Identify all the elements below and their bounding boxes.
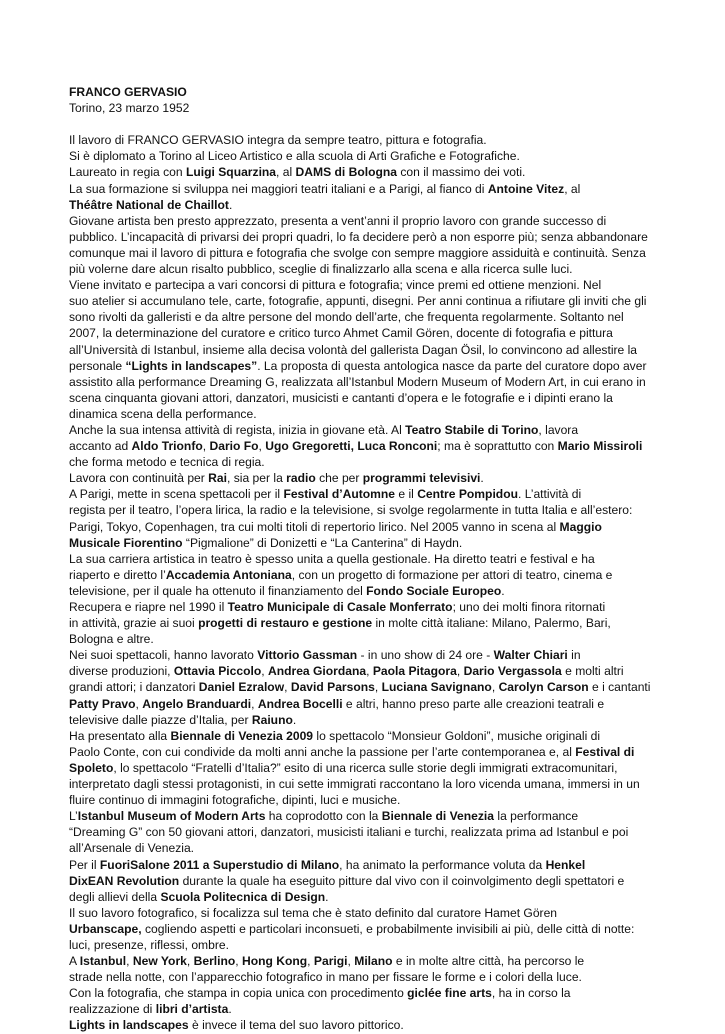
text: ,	[307, 954, 314, 969]
document-body	[69, 132, 659, 1033]
bold-text: Luciana Savignano	[381, 680, 492, 695]
text: che forma metodo e tecnica di regia.	[69, 455, 265, 470]
text: La sua carriera artistica in teatro è spesso unita a quella gestionale. Ha diretto teatri e festival e ha	[69, 551, 595, 566]
body-line	[69, 486, 659, 502]
text: L’	[69, 809, 78, 824]
text: . La proposta di questa antologica nasce da parte del curatore dopo aver	[257, 358, 647, 373]
bold-text: Angelo Branduardi	[142, 696, 252, 711]
text: e altri, hanno preso parte alle creazioni teatrali e	[342, 696, 605, 711]
document-page	[69, 84, 659, 1034]
text: durante la quale ha eseguito pitture dal vivo con il coinvolgimento degli spettatori e	[179, 873, 625, 888]
text: suo atelier si accumulano tele, carte, fotografie, appunti, disegni. Per anni continua a rifiutare gli inviti che gli	[69, 294, 647, 309]
text: e in molte altre città, ha percorso le	[392, 954, 585, 969]
text: scena cinquanta giovani attori, danzatori, musicisti e cantanti d’opera e le fotografie e i dipinti erano la	[69, 390, 613, 405]
body-line	[69, 663, 659, 679]
text: dinamica scena della performance.	[69, 406, 257, 421]
text: Paolo Conte, con cui condivide da molti anni anche la passione per l’arte contemporanea e, al	[69, 744, 576, 759]
text: , ha in corso la	[491, 986, 571, 1001]
bold-text: Hong Kong	[242, 954, 308, 969]
body-line	[69, 181, 659, 197]
body-line	[69, 615, 659, 631]
bold-text: Andrea Bocelli	[257, 696, 343, 711]
text: in	[567, 648, 581, 663]
body-line	[69, 808, 659, 824]
bold-text: Ugo Gregoretti, Luca Ronconi	[265, 439, 438, 454]
text: , al	[564, 181, 581, 196]
bold-text: Rai	[208, 471, 227, 486]
text: .	[228, 1002, 232, 1017]
text: cogliendo aspetti e particolari inconsueti, e probabilmente invisibili ai più, delle città di notte:	[141, 921, 635, 936]
text: ,	[235, 954, 243, 969]
text: assistito alla performance Dreaming G, realizzata all’Istanbul Modern Museum of Modern Art, in cui erano in	[69, 374, 646, 389]
bold-text: “Lights in landscapes”	[125, 358, 258, 373]
bold-text: Daniel Ezralow	[198, 680, 285, 695]
body-line	[69, 969, 659, 985]
body-line	[69, 470, 659, 486]
text: Anche la sua intensa attività di regista, inizia in giovane età. Al	[69, 422, 406, 437]
text: Per il	[69, 857, 100, 872]
body-line	[69, 438, 659, 454]
bold-text: Istanbul	[79, 954, 127, 969]
text: .	[228, 197, 233, 212]
bold-text: radio	[286, 471, 316, 486]
bold-text: Centre Pompidou	[417, 487, 518, 502]
text: ,	[284, 680, 291, 695]
body-line	[69, 985, 659, 1001]
body-line	[69, 390, 659, 406]
body-line	[69, 679, 659, 695]
bold-text: Spoleto	[69, 760, 114, 775]
text: , lavora	[538, 422, 579, 437]
text: ,	[251, 696, 258, 711]
text: pubblico. L’incapacità di privarsi dei propri quadri, lo fa decidere però a non esporre più; senza abbandonare	[69, 229, 648, 244]
bold-text: Istanbul Museum of Modern Arts	[77, 809, 266, 824]
text: grandi attori; i danzatori	[69, 680, 199, 695]
text: Ha presentato alla	[69, 728, 171, 743]
body-line	[69, 1001, 659, 1017]
text: in attività, grazie ai suoi	[69, 616, 199, 631]
text: e il	[395, 487, 418, 502]
text: ,	[366, 664, 373, 679]
text: ,	[202, 439, 210, 454]
text: Lavora con continuità per	[69, 471, 209, 486]
body-line	[69, 905, 659, 921]
text: Bologna e altre.	[69, 632, 154, 647]
body-line	[69, 261, 659, 277]
body-line	[69, 744, 659, 760]
text: Laureato in regia con	[69, 165, 186, 180]
text: degli allievi della	[69, 889, 161, 904]
bold-text: giclée fine arts	[407, 986, 492, 1001]
text: la performance	[494, 809, 579, 824]
bold-text: Dario Fo	[209, 439, 259, 454]
body-line	[69, 277, 659, 293]
text: ,	[258, 439, 266, 454]
bold-text: Paola Pitagora	[372, 664, 457, 679]
body-line	[69, 567, 659, 583]
bold-text: Lights in landscapes	[69, 1018, 189, 1033]
text: Il lavoro di FRANCO GERVASIO integra da sempre teatro, pittura e fotografia.	[69, 133, 487, 148]
body-line	[69, 358, 659, 374]
text: Viene invitato e partecipa a vari concorsi di pittura e fotografia; vince premi ed ottiene menzioni. Nel	[69, 278, 602, 293]
bold-text: Biennale di Venezia	[381, 809, 495, 824]
body-line	[69, 583, 659, 599]
body-line	[69, 921, 659, 937]
bold-text: Henkel	[545, 857, 586, 872]
bold-text: Vittorio Gassman	[257, 648, 358, 663]
text: lo spettacolo “Monsieur Goldoni”, musiche originali di	[313, 728, 601, 743]
body-line	[69, 647, 659, 663]
body-line	[69, 197, 659, 213]
text: A Parigi, mette in scena spettacoli per il	[69, 487, 284, 502]
bold-text: Milano	[354, 954, 393, 969]
text: ,	[261, 664, 268, 679]
text: , sia per la	[227, 471, 287, 486]
body-line	[69, 293, 659, 309]
text: più volerne dare alcun risalto pubblico, sceglie di finalizzarlo alla scena e alla ricerca sulle luci.	[69, 262, 573, 277]
text: all’Arsenale di Venezia.	[69, 841, 195, 856]
bold-text: Festival di	[575, 744, 635, 759]
body-line	[69, 325, 659, 341]
bold-text: David Parsons	[290, 680, 375, 695]
bold-text: New York	[132, 954, 187, 969]
bold-text: Aldo Trionfo	[131, 439, 203, 454]
text: interpretato dagli stessi protagonisti, in cui sette immigrati raccontano la loro vicenda umana, immersi in un	[69, 777, 640, 792]
bold-text: Andrea Giordana	[267, 664, 367, 679]
body-line	[69, 519, 659, 535]
text: ; uno dei molti finora ritornati	[452, 600, 606, 614]
text: ,	[347, 954, 355, 969]
text: 2007, la determinazione del curatore e critico turco Ahmet Camil Gören, docente di fotografia e pittura	[69, 326, 613, 341]
body-line	[69, 792, 659, 808]
text: A	[69, 954, 80, 969]
text: che per	[315, 471, 363, 486]
bold-text: Raiuno	[251, 712, 293, 727]
body-line	[69, 551, 659, 567]
text: .	[501, 583, 505, 598]
text: ,	[374, 680, 382, 695]
text: - in uno show di 24 ore -	[357, 648, 494, 663]
text: ,	[491, 680, 499, 695]
bold-text: Accademia Antoniana	[165, 567, 292, 582]
body-line	[69, 148, 659, 164]
text: realizzazione di	[69, 1002, 156, 1017]
bold-text: Patty Pravo	[69, 696, 136, 711]
body-line	[69, 535, 659, 551]
bold-text: Teatro Municipale di Casale Monferrato	[227, 600, 453, 614]
document-subtitle: Torino, 23 marzo 1952	[69, 101, 190, 116]
body-line	[69, 213, 659, 229]
text: personale	[69, 358, 126, 373]
text: e molti altri	[561, 664, 624, 679]
bold-text: Dario Vergassola	[463, 664, 562, 679]
bold-text: libri d’artista	[155, 1002, 229, 1017]
body-line	[69, 889, 659, 905]
text: fluire continuo di immagini fotografiche, dipinti, luci e musiche.	[69, 793, 401, 808]
text: Si è diplomato a Torino al Liceo Artistico e alla scuola di Arti Grafiche e Fotografiche.	[69, 149, 520, 164]
bold-text: Théâtre National de Chaillot	[69, 197, 229, 212]
body-line	[69, 1017, 659, 1033]
body-line	[69, 502, 659, 518]
text: ,	[126, 954, 133, 969]
body-line	[69, 229, 659, 245]
bold-text: Musicale Fiorentino	[69, 535, 183, 550]
bold-text: Teatro Stabile di Torino	[405, 422, 539, 437]
bold-text: Luigi Squarzina	[186, 165, 277, 180]
text: all’Università di Istanbul, insieme alla decisa volontà del gallerista Dagan Ösil, lo convincono ad allestire la	[69, 342, 638, 357]
body-line	[69, 728, 659, 744]
body-line	[69, 422, 659, 438]
text: sono rivolti da galleristi e da altre persone del mondo dell’arte, che frequenta regolarmente. Soltanto nel	[69, 310, 624, 325]
bold-text: Ottavia Piccolo	[173, 664, 262, 679]
body-line	[69, 164, 659, 180]
body-line	[69, 454, 659, 470]
bold-text: Scuola Politecnica di Design	[160, 889, 326, 904]
text: Nei suoi spettacoli, hanno lavorato	[69, 648, 258, 663]
text: “Dreaming G” con 50 giovani attori, danzatori, musicisti italiani e turchi, realizzata prima ad Istanbul e poi	[69, 825, 629, 840]
body-line	[69, 760, 659, 776]
text: ,	[186, 954, 194, 969]
document-title: FRANCO GERVASIO	[69, 85, 187, 99]
bold-text: DixEAN Revolution	[69, 873, 180, 888]
text: Giovane artista ben presto apprezzato, presenta a vent’anni il proprio lavoro con grande successo di	[69, 213, 607, 228]
bold-text: Fondo Sociale Europeo	[366, 583, 502, 598]
text: , ha animato la performance voluta da	[339, 857, 546, 872]
bold-text: Carolyn Carson	[498, 680, 589, 695]
body-line	[69, 712, 659, 728]
body-line	[69, 873, 659, 889]
bold-text: Urbanscape,	[69, 921, 142, 936]
bold-text: Walter Chiari	[493, 648, 568, 663]
text: riaperto e diretto l’	[69, 567, 166, 582]
text: in molte città italiane: Milano, Palermo, Bari,	[372, 616, 611, 631]
bold-text: Parigi	[313, 954, 348, 969]
text: strade nella notte, con l’apparecchio fotografico in mano per fissare le forme e i colori della luce.	[69, 970, 582, 985]
text: regista per il teatro, l’opera lirica, la radio e la televisione, si svolge regolarmente in tutta Italia e all’estero:	[69, 503, 633, 518]
text: . L’attività di	[517, 487, 582, 502]
bold-text: Antoine Vitez	[487, 181, 565, 196]
text: Parigi, Tokyo, Copenhagen, tra cui molti titoli di repertorio lirico. Nel 2005 vanno in scena al	[69, 519, 560, 534]
body-line	[69, 599, 659, 615]
text: .	[325, 889, 329, 904]
text: ha coprodotto con la	[265, 809, 382, 824]
spacer	[69, 116, 659, 132]
body-line	[69, 953, 659, 969]
text: comunque mai il lavoro di pittura e fotografia che svolge con sempre maggiore assiduità e continuità. Senza	[69, 245, 646, 260]
bold-text: progetti di restauro e gestione	[198, 616, 373, 631]
body-line	[69, 857, 659, 873]
text: , con un progetto di formazione per attori di teatro, cinema e	[291, 567, 613, 582]
body-line	[69, 342, 659, 358]
bold-text: programmi televisivi	[362, 471, 481, 486]
bold-text: Berlino	[193, 954, 236, 969]
text: televisive dalle piazze d’Italia, per	[69, 712, 252, 727]
body-line	[69, 132, 659, 148]
text: Il suo lavoro fotografico, si focalizza sul tema che è stato definito dal curatore Hamet Gören	[69, 905, 558, 920]
text: Con la fotografia, che stampa in copia unica con procedimento	[69, 986, 408, 1001]
bold-text: Biennale di Venezia 2009	[170, 728, 314, 743]
text: , al	[276, 165, 296, 180]
text: ,	[456, 664, 464, 679]
text: accanto ad	[69, 439, 132, 454]
text: televisione, per il quale ha ottenuto il finanziamento del	[69, 583, 367, 598]
text: ,	[135, 696, 143, 711]
text: è invece il tema del suo lavoro pittorico.	[188, 1018, 404, 1033]
body-line	[69, 245, 659, 261]
text: diverse produzioni,	[69, 664, 174, 679]
bold-text: Maggio	[559, 519, 602, 534]
bold-text: Mario Missiroli	[557, 439, 643, 454]
bold-text: FuoriSalone 2011 a Superstudio di Milano	[99, 857, 340, 872]
text: “Pigmalione” di Donizetti e “La Canterina” di Haydn.	[182, 535, 463, 550]
body-line	[69, 696, 659, 712]
text: .	[292, 712, 297, 727]
text: Recupera e riapre nel 1990 il	[69, 600, 228, 614]
text: La sua formazione si sviluppa nei maggiori teatri italiani e a Parigi, al fianco di	[69, 181, 488, 196]
text: ; ma è soprattutto con	[437, 439, 558, 454]
body-line	[69, 374, 659, 390]
bold-text: Festival d’Automne	[283, 487, 395, 502]
body-line	[69, 776, 659, 792]
text: , lo spettacolo “Fratelli d’Italia?” esito di una ricerca sulle storie degli immigrati extracomunitari,	[113, 760, 618, 775]
bold-text: DAMS di Bologna	[295, 165, 397, 180]
text: luci, presenze, riflessi, ombre.	[69, 937, 229, 952]
text: e i cantanti	[588, 680, 651, 695]
text: .	[480, 471, 484, 486]
body-line	[69, 406, 659, 422]
body-line	[69, 937, 659, 953]
body-line	[69, 840, 659, 856]
text: con il massimo dei voti.	[397, 165, 526, 180]
body-line	[69, 309, 659, 325]
body-line	[69, 824, 659, 840]
body-line	[69, 631, 659, 647]
